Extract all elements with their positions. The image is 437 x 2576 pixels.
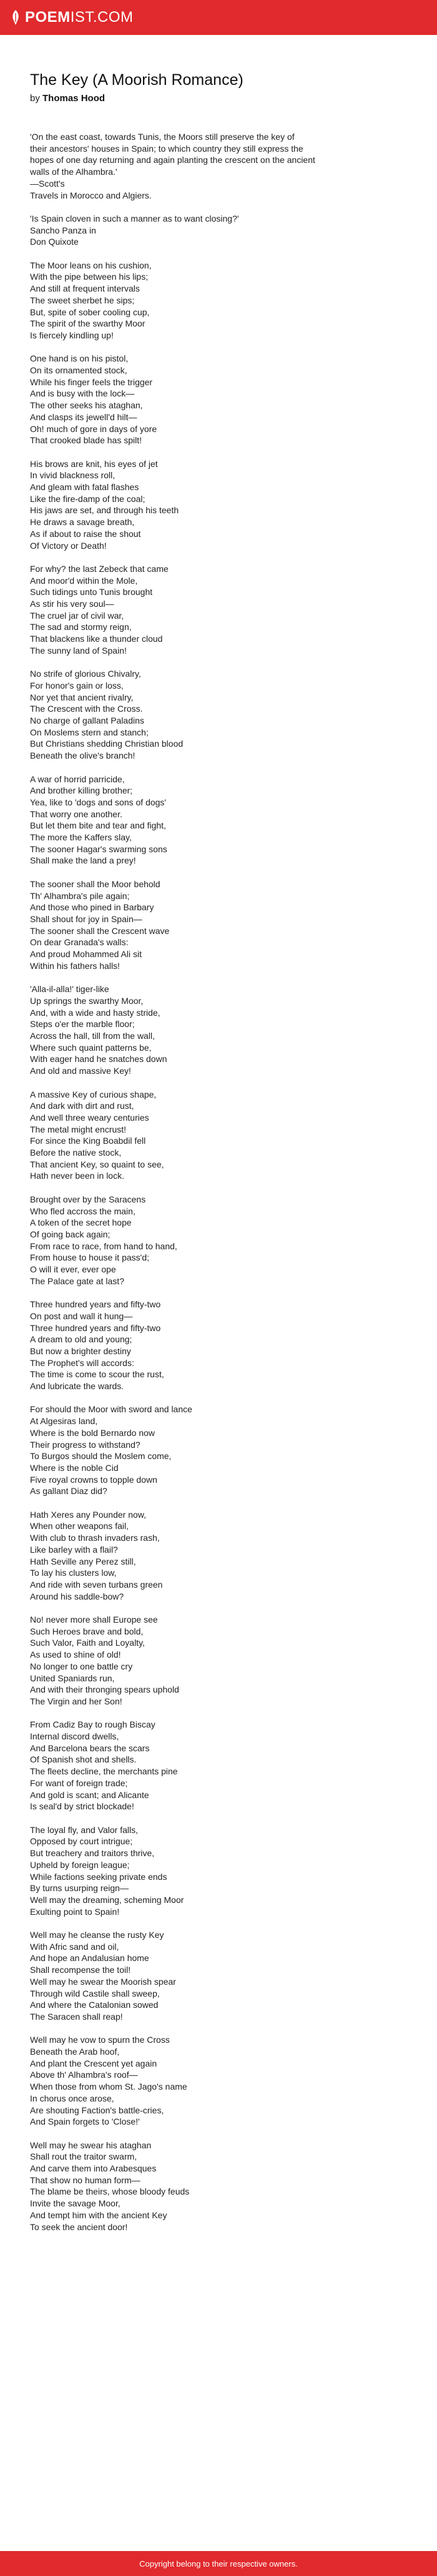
stanza (30, 458, 407, 552)
poem-line: And clasps its jewell'd hilt— (30, 411, 137, 422)
poem-line: O will it ever, ever ope (30, 1264, 116, 1275)
poem-line: The Saracen shall reap! (30, 2011, 123, 2022)
poem-line: Where such quaint patterns be, (30, 1042, 152, 1053)
poem-line: No charge of gallant Paladins (30, 715, 144, 726)
poem-line: For since the King Boabdil fell (30, 1136, 146, 1146)
poem-line: And lubricate the wards. (30, 1381, 124, 1392)
poem-line: Is seal'd by strict blockade! (30, 1801, 134, 1812)
poem-line: The Moor leans on his cushion, (30, 260, 152, 270)
author-link[interactable]: Thomas Hood (42, 93, 106, 104)
poem-title: The Key (A Moorish Romance) (30, 71, 243, 89)
poem-line: Within his fathers halls! (30, 960, 120, 971)
poem-line: To lay his clusters low, (30, 1568, 117, 1578)
poem-line: His jaws are set, and through his teeth (30, 505, 179, 516)
poem-line: For why? the last Zebeck that came (30, 563, 169, 574)
poem-line: And, with a wide and hasty stride, (30, 1007, 160, 1018)
poem-line: Where is the noble Cid (30, 1462, 119, 1473)
poem-line: One hand is on his pistol, (30, 353, 129, 364)
poem-line: The Virgin and her Son! (30, 1696, 122, 1706)
logo-text-light: IST.COM (70, 9, 134, 26)
poem-line: From Cadiz Bay to rough Biscay (30, 1719, 155, 1730)
poem-byline (30, 93, 407, 104)
stanza (30, 131, 407, 201)
poem-line: On its ornamented stock, (30, 365, 127, 376)
poem-line: hopes of one day returning and again planting the crescent on the ancient (30, 155, 315, 165)
stanza (30, 2140, 407, 2233)
stanza (30, 1719, 407, 1812)
poem-line: Beneath the Arab hoof, (30, 2047, 120, 2057)
poem-line: Such Heroes brave and bold, (30, 1626, 144, 1636)
poem-line: And dark with dirt and rust, (30, 1101, 134, 1111)
poem-line: But, spite of sober cooling cup, (30, 307, 150, 317)
poem-line: Don Quixote (30, 237, 79, 247)
poem-line: Up springs the swarthy Moor, (30, 995, 144, 1006)
poem-line: But treachery and traitors thrive, (30, 1848, 155, 1859)
poem-line: That blackens like a thunder cloud (30, 634, 163, 644)
site-header (0, 0, 437, 35)
poem-line: That ancient Key, so quaint to see, (30, 1159, 164, 1169)
poem-line: Hath Seville any Perez still, (30, 1556, 136, 1566)
poem-line: Of Spanish shot and shells. (30, 1754, 137, 1765)
poem-line: That worry one another. (30, 809, 122, 819)
poem-line: Th' Alhambra's pile again; (30, 890, 130, 901)
poem-line: their ancestors' houses in Spain; to which country they still express the (30, 143, 303, 154)
poem-line: Of Victory or Death! (30, 540, 107, 551)
poem-line: Like the fire-damp of the coal; (30, 493, 145, 504)
poem-line: As stir his very soul— (30, 599, 114, 609)
poem-line: 'Alla-il-alla!' tiger-like (30, 984, 109, 995)
poem-line: The Prophet's will accords: (30, 1357, 134, 1368)
poem-line: Like barley with a flail? (30, 1544, 118, 1555)
poem-line: Shall recompense the toil! (30, 1965, 131, 1975)
stanza (30, 1614, 407, 1708)
poem-line: His brows are knit, his eyes of jet (30, 458, 158, 469)
poem-line: walls of the Alhambra.' (30, 167, 117, 177)
poem-line: Through wild Castile shall sweep, (30, 1988, 160, 1998)
poem-line: A war of horrid parricide, (30, 774, 125, 784)
stanza (30, 1929, 407, 2023)
poem-line: Upheld by foreign league; (30, 1859, 130, 1870)
poem-line: And gold is scant; and Alicante (30, 1789, 149, 1800)
poem-line: From race to race, from hand to hand, (30, 1241, 177, 1251)
poem-line: No strife of glorious Chivalry, (30, 669, 141, 679)
poem-line: At Algesiras land, (30, 1416, 98, 1427)
poem-line: The fleets decline, the merchants pine (30, 1766, 178, 1777)
poem-line: For honor's gain or loss, (30, 680, 124, 691)
poem-line: The other seeks his ataghan, (30, 400, 143, 411)
poem-line: And ride with seven turbans green (30, 1579, 163, 1590)
poem-line: In vivid blackness roll, (30, 470, 115, 481)
poem-line: —Scott's (30, 178, 65, 189)
poem-line: For should the Moor with sword and lance (30, 1404, 192, 1415)
poem-line: And proud Mohammed Ali sit (30, 949, 142, 960)
stanza (30, 2034, 407, 2128)
poem-line: With the pipe between his lips; (30, 272, 149, 282)
poem-line: But now a brighter destiny (30, 1345, 131, 1356)
poem-line: The loyal fly, and Valor falls, (30, 1824, 139, 1835)
poem-line: To Burgos should the Moslem come, (30, 1451, 172, 1462)
poem-line: The Palace gate at last? (30, 1276, 124, 1286)
stanza (30, 668, 407, 762)
poem-line: For want of foreign trade; (30, 1777, 128, 1788)
poem-line: And those who pined in Barbary (30, 902, 154, 913)
poem-line: Hath never been in lock. (30, 1171, 124, 1181)
stanza (30, 1299, 407, 1392)
poem-line: The Crescent with the Cross. (30, 704, 143, 714)
poem-line: A dream to old and young; (30, 1334, 132, 1345)
quill-pen-icon (10, 9, 21, 26)
poem-line: And old and massive Key! (30, 1066, 131, 1076)
logo-text-bold: POEM (25, 9, 71, 26)
stanza (30, 983, 407, 1077)
poem-line: While factions seeking private ends (30, 1871, 167, 1882)
poem-line: He draws a savage breath, (30, 517, 135, 528)
poem-line: Exulting point to Spain! (30, 1906, 120, 1917)
poem-line: On Moslems stern and stanch; (30, 727, 149, 737)
poem-line: Well may he swear his ataghan (30, 2140, 152, 2150)
poem-line: The spirit of the swarthy Moor (30, 318, 145, 329)
poem-line: The metal might encrust! (30, 1124, 127, 1134)
poem-line: And still at frequent intervals (30, 283, 140, 294)
poem-line: On dear Granada's walls: (30, 937, 129, 948)
poem-line: Five royal crowns to topple down (30, 1474, 157, 1485)
poem-line: Well may he vow to spurn the Cross (30, 2035, 170, 2045)
poem-line: Is fiercely kindling up! (30, 330, 114, 340)
stanza (30, 1194, 407, 1287)
poem-line: As used to shine of old! (30, 1649, 121, 1660)
stanza (30, 1824, 407, 1918)
poem-line: No! never more shall Europe see (30, 1615, 158, 1625)
poem-line: Three hundred years and fifty-two (30, 1299, 161, 1310)
poem-line: That show no human form— (30, 2175, 140, 2185)
poem-line: And tempt him with the ancient Key (30, 2210, 167, 2220)
poem-line: Beneath the olive's branch! (30, 750, 135, 761)
poem-line: Shall shout for joy in Spain— (30, 913, 142, 924)
poem-line: The sunny land of Spain! (30, 645, 127, 656)
poem-line: And hope an Andalusian home (30, 1953, 149, 1964)
site-footer (0, 2551, 437, 2576)
poem-line: Around his saddle-bow? (30, 1591, 124, 1601)
poem-line: As gallant Diaz did? (30, 1486, 107, 1497)
poem-line: Where is the bold Bernardo now (30, 1427, 155, 1438)
poem-line: On post and wall it hung— (30, 1310, 133, 1321)
copyright-text: Copyright belong to their respective owners. (139, 2559, 298, 2569)
poem-line: No longer to one battle cry (30, 1661, 133, 1671)
poem-line: The sweet sherbet he sips; (30, 295, 135, 305)
poem-line: Such tidings unto Tunis brought (30, 587, 153, 597)
poem-line: And brother killing brother; (30, 785, 133, 796)
poem-line: And Barcelona bears the scars (30, 1743, 150, 1753)
poem-line: Hath Xeres any Pounder now, (30, 1509, 147, 1520)
stanza (30, 260, 407, 342)
poem-line: A massive Key of curious shape, (30, 1089, 157, 1099)
poem-line: 'Is Spain cloven in such a manner as to want closing?' (30, 213, 239, 224)
poem-line: And is busy with the lock— (30, 388, 135, 399)
poem-line: And where the Catalonian sowed (30, 2000, 159, 2010)
poem-line: The more the Kaffers slay, (30, 832, 132, 843)
stanza (30, 1089, 407, 1182)
poem-line: And moor'd within the Mole, (30, 575, 138, 586)
poem-line: Shall make the land a prey! (30, 855, 136, 866)
poem-line: Their progress to withstand? (30, 1439, 140, 1450)
poem-line: Invite the savage Moor, (30, 2198, 120, 2209)
site-logo[interactable] (10, 9, 134, 26)
poem-line: The sad and stormy reign, (30, 622, 132, 632)
stanza (30, 1509, 407, 1603)
poem-line: From house to house it pass'd; (30, 1252, 149, 1263)
poem-line: Of going back again; (30, 1229, 110, 1239)
poem-body (30, 131, 407, 2233)
poem-line: To seek the ancient door! (30, 2221, 128, 2232)
poem-line: And plant the Crescent yet again (30, 2058, 157, 2068)
poem-line: Who fled accross the main, (30, 1206, 135, 1216)
poem-line: Opposed by court intrigue; (30, 1836, 133, 1847)
poem-line: Sancho Panza in (30, 225, 96, 235)
stanza (30, 1404, 407, 1497)
poem-line: 'On the east coast, towards Tunis, the Moors still preserve the key of (30, 132, 295, 142)
poem-line: The time is come to scour the rust, (30, 1369, 164, 1380)
poem-line: Nor yet that ancient rivalry, (30, 692, 134, 702)
poem-line: And gleam with fatal flashes (30, 482, 139, 493)
poem-line: The blame be theirs, whose bloody feuds (30, 2186, 190, 2197)
poem-line: Internal discord dwells, (30, 1731, 119, 1742)
stanza (30, 878, 407, 972)
poem-line: When those from whom St. Jago's name (30, 2082, 187, 2092)
poem-line: Before the native stock, (30, 1148, 122, 1158)
poem-line: The cruel jar of civil war, (30, 610, 124, 621)
stanza (30, 563, 407, 657)
poem-line: Steps o'er the marble floor; (30, 1019, 135, 1030)
poem-line: In chorus once arose, (30, 2093, 114, 2103)
poem-line: Well may the dreaming, scheming Moor (30, 1894, 184, 1905)
poem-line: The sooner Hagar's swarming sons (30, 843, 167, 854)
poem-line: Yea, like to 'dogs and sons of dogs' (30, 797, 167, 807)
poem-line: Such Valor, Faith and Loyalty, (30, 1638, 145, 1648)
poem-line: Above th' Alhambra's roof— (30, 2070, 138, 2080)
poem-line: But let them bite and tear and fight, (30, 820, 166, 831)
poem-line: By turns usurping reign— (30, 1883, 129, 1894)
byline-prefix: by (30, 93, 43, 104)
poem-line: The sooner shall the Moor behold (30, 878, 160, 889)
poem-line: With eager hand he snatches down (30, 1054, 167, 1064)
poem-line: Are shouting Faction's battle-cries, (30, 2105, 164, 2115)
stanza (30, 774, 407, 867)
poem-line: A token of the secret hope (30, 1217, 132, 1228)
poem-line: Well may he swear the Moorish spear (30, 1976, 176, 1987)
poem-line: That crooked blade has spilt! (30, 435, 142, 446)
poem-line: United Spaniards run, (30, 1673, 115, 1683)
poem-line: Oh! much of gore in days of yore (30, 423, 157, 434)
stanza (30, 213, 407, 248)
poem-line: Three hundred years and fifty-two (30, 1322, 161, 1333)
poem-line: The sooner shall the Crescent wave (30, 925, 170, 936)
poem-line: But Christians shedding Christian blood (30, 739, 184, 749)
poem-line: While his finger feels the trigger (30, 376, 153, 387)
poem-line: Travels in Morocco and Algiers. (30, 190, 152, 200)
poem-line: As if about to raise the shout (30, 528, 141, 539)
poem-line: Brought over by the Saracens (30, 1194, 146, 1204)
stanza (30, 353, 407, 446)
poem-line: With Afric sand and oil, (30, 1941, 119, 1952)
poem-line: Well may he cleanse the rusty Key (30, 1930, 164, 1940)
poem-line: Shall rout the traitor swarm, (30, 2151, 137, 2162)
poem-line: Across the hall, till from the wall, (30, 1031, 155, 1041)
poem-line: When other weapons fail, (30, 1521, 129, 1531)
poem-line: And well three weary centuries (30, 1112, 149, 1123)
poem-content (0, 35, 437, 2269)
poem-line: And Spain forgets to 'Close!' (30, 2116, 140, 2127)
poem-line: With club to thrash invaders rash, (30, 1533, 160, 1543)
poem-line: And with their thronging spears uphold (30, 1684, 179, 1695)
poem-line: And carve them into Arabesques (30, 2163, 157, 2174)
